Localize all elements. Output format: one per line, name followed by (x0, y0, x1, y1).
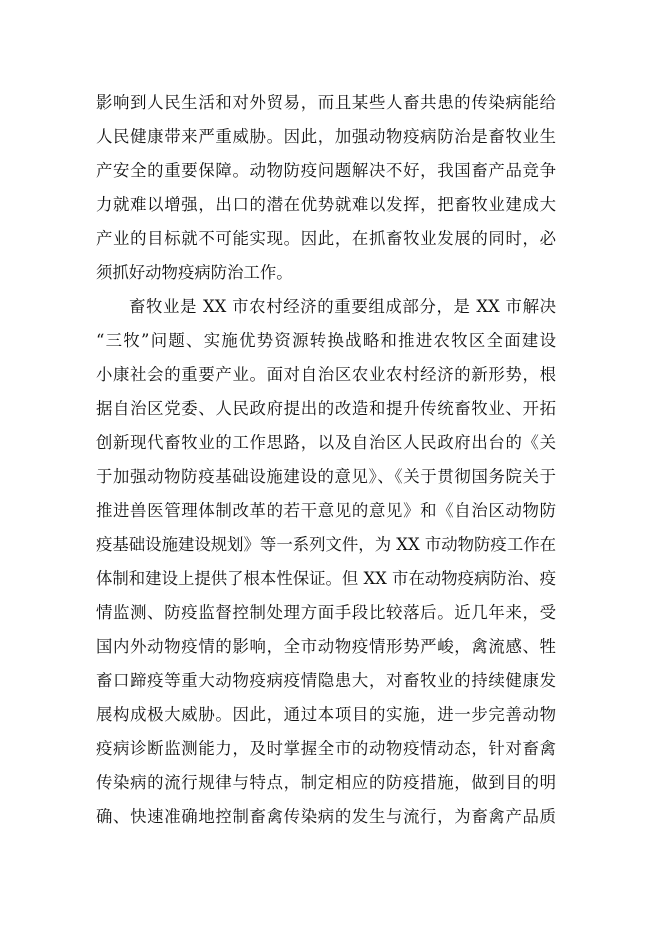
text-line: 产业的目标就不可能实现。因此，在抓畜牧业发展的同时，必 (96, 229, 556, 248)
text-line: 推进兽医管理体制改革的若干意见的意见》和《自治区动物防 (96, 501, 556, 520)
text-line: 畜牧业是 XX 市农村经济的重要组成部分，是 XX 市解决 (129, 297, 556, 316)
text-line: 疫病诊断监测能力，及时掌握全市的动物疫情动态，针对畜禽 (96, 739, 556, 758)
document-body (96, 86, 556, 834)
text-line: 影响到人民生活和对外贸易，而且某些人畜共患的传染病能给 (96, 93, 556, 112)
text-line: 畜口蹄疫等重大动物疫病疫情隐患大，对畜牧业的持续健康发 (96, 671, 556, 690)
text-line: 产安全的重要保障。动物防疫问题解决不好，我国畜产品竞争 (96, 161, 556, 180)
text-line: 传染病的流行规律与特点，制定相应的防疫措施，做到目的明 (96, 773, 556, 792)
text-line: 小康社会的重要产业。面对自治区农业农村经济的新形势，根 (96, 365, 556, 384)
text-line: 据自治区党委、人民政府提出的改造和提升传统畜牧业、开拓 (96, 399, 556, 418)
text-line: 于加强动物防疫基础设施建设的意见》、《关于贯彻国务院关于 (96, 467, 556, 486)
text-line: 创新现代畜牧业的工作思路，以及自治区人民政府出台的《关 (96, 433, 556, 452)
text-line: 人民健康带来严重威胁。因此，加强动物疫病防治是畜牧业生 (96, 127, 556, 146)
text-line: 疫基础设施建设规划》等一系列文件，为 XX 市动物防疫工作在 (96, 535, 556, 554)
paragraph-2 (96, 290, 556, 834)
text-line: 体制和建设上提供了根本性保证。但 XX 市在动物疫病防治、疫 (96, 569, 556, 588)
text-line: 须抓好动物疫病防治工作。 (96, 263, 293, 282)
text-line: 国内外动物疫情的影响，全市动物疫情形势严峻，禽流感、牲 (96, 637, 556, 656)
text-line: “三牧”问题、实施优势资源转换战略和推进农牧区全面建设 (96, 331, 556, 350)
text-line: 力就难以增强，出口的潜在优势就难以发挥，把畜牧业建成大 (96, 195, 556, 214)
text-line: 确、快速准确地控制畜禽传染病的发生与流行，为畜禽产品质 (96, 807, 556, 826)
text-line: 情监测、防疫监督控制处理方面手段比较落后。近几年来，受 (96, 603, 556, 622)
paragraph-1 (96, 86, 556, 290)
text-line: 展构成极大威胁。因此，通过本项目的实施，进一步完善动物 (96, 705, 556, 724)
